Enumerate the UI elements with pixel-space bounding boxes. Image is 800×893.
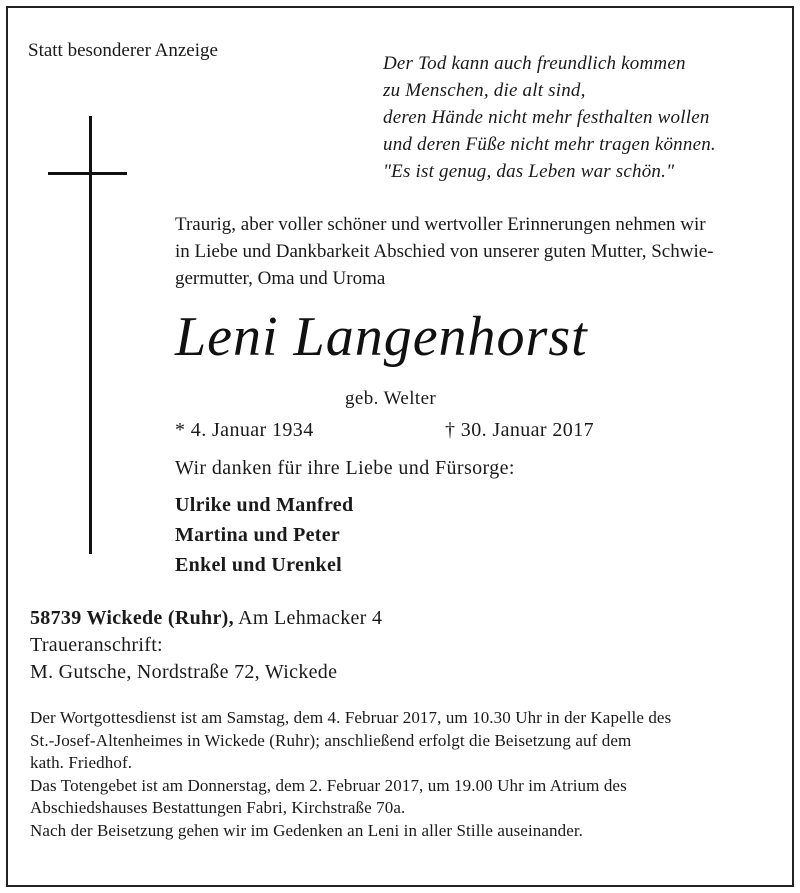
address-city: 58739 Wickede (Ruhr), <box>30 607 234 629</box>
cross-icon <box>89 116 92 554</box>
thanks-text: Wir danken für ihre Liebe und Fürsorge: <box>175 457 515 479</box>
service-line: Der Wortgottesdienst ist am Samstag, dem 4. Februar 2017, um 10.30 Uhr in der Kapelle des <box>30 708 672 727</box>
born-name: geb. Welter <box>345 388 437 409</box>
mourning-address: M. Gutsche, Nordstraße 72, Wickede <box>30 661 338 683</box>
service-line: kath. Friedhof. <box>30 753 133 772</box>
service-line: Nach der Beisetzung gehen wir im Gedenken an Leni in aller Stille auseinander. <box>30 820 584 840</box>
cross-icon-bar <box>48 172 127 175</box>
poem-line: deren Hände nicht mehr festhalten wollen <box>383 107 710 128</box>
poem-line: und deren Füße nicht mehr tragen können. <box>383 134 716 155</box>
poem-line: "Es ist genug, das Leben war schön." <box>383 161 675 182</box>
deceased-name: Leni Langenhorst <box>175 306 588 368</box>
intro-line: in Liebe und Dankbarkeit Abschied von unserer guten Mutter, Schwie- <box>175 241 714 262</box>
family-member: Martina und Peter <box>175 524 341 546</box>
birth-date: * 4. Januar 1934 <box>175 419 314 441</box>
intro-line: Traurig, aber voller schöner und wertvoller Erinnerungen nehmen wir <box>175 214 706 235</box>
poem-line: zu Menschen, die alt sind, <box>383 80 586 101</box>
service-info <box>30 707 772 842</box>
service-line: Das Totengebet ist am Donnerstag, dem 2. Februar 2017, um 19.00 Uhr im Atrium des <box>30 775 627 795</box>
intro-text <box>175 211 775 292</box>
notice-header: Statt besonderer Anzeige <box>28 40 218 61</box>
service-line: St.-Josef-Altenheimes in Wickede (Ruhr); anschließend erfolgt die Beisetzung auf dem <box>30 730 632 750</box>
address-street: Am Lehmacker 4 <box>233 607 383 629</box>
death-date: † 30. Januar 2017 <box>445 419 594 441</box>
mourning-address-label: Traueranschrift: <box>30 634 163 656</box>
family-list <box>175 490 353 580</box>
poem-line: Der Tod kann auch freundlich kommen <box>383 53 686 74</box>
intro-line: germutter, Oma und Uroma <box>175 268 386 289</box>
family-member: Ulrike und Manfred <box>175 494 354 516</box>
service-line: Abschiedshauses Bestattungen Fabri, Kirchstraße 70a. <box>30 798 406 817</box>
address-line <box>30 605 382 632</box>
poem <box>383 50 716 185</box>
family-member: Enkel und Urenkel <box>175 554 343 576</box>
address-block <box>30 605 382 686</box>
